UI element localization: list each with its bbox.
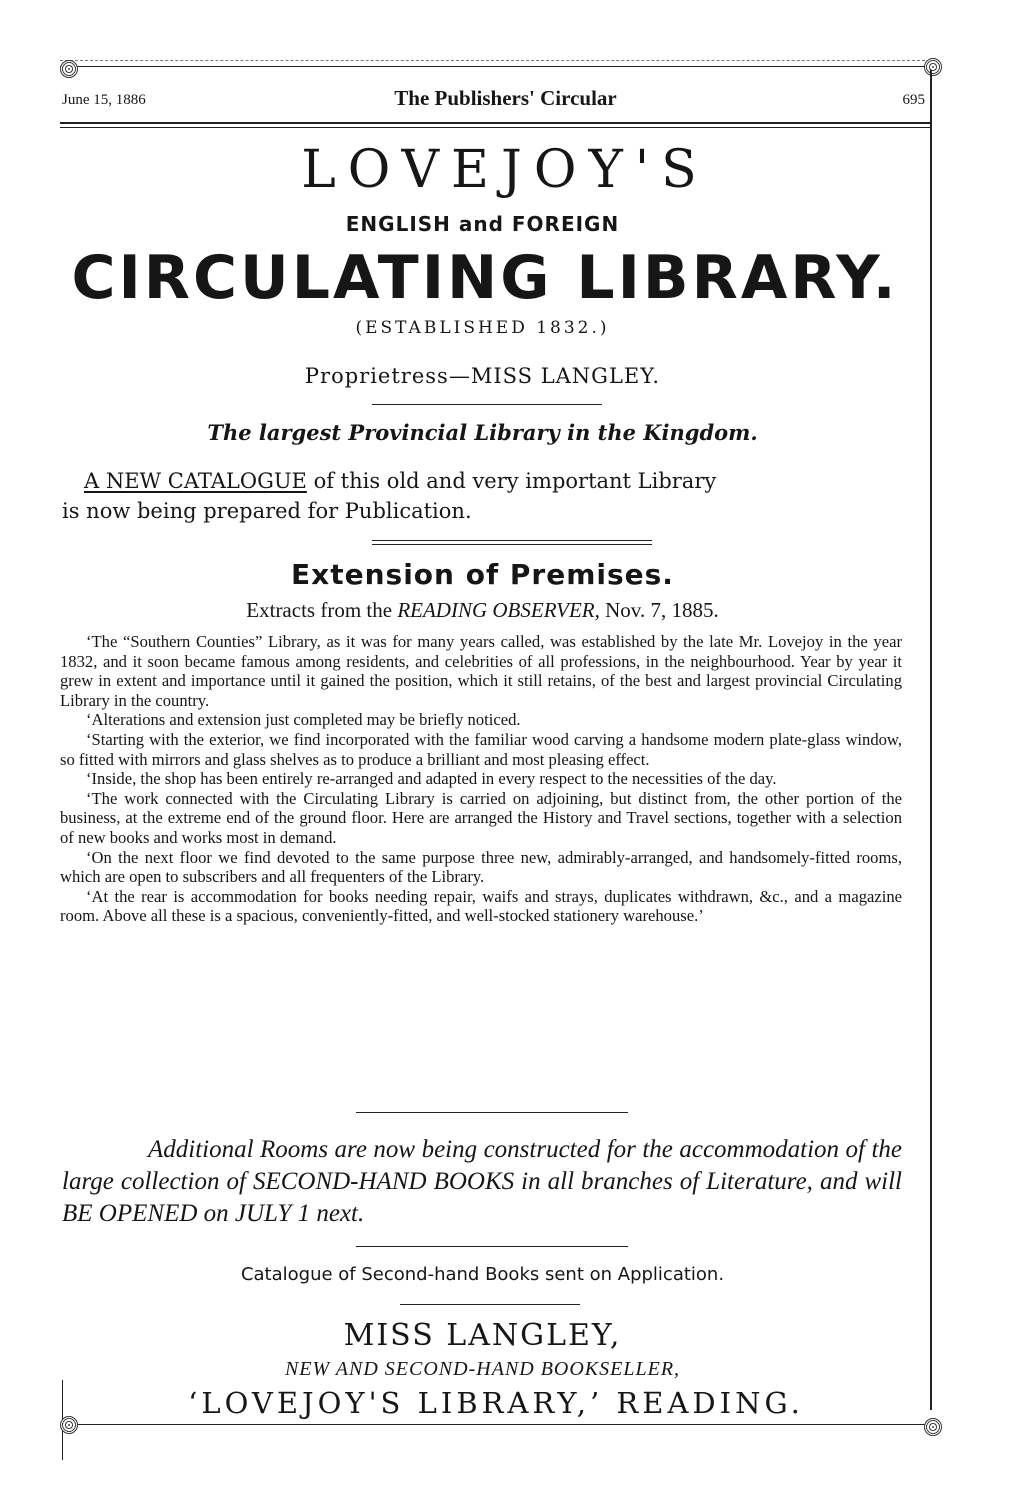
catalogue-notice [84,466,914,496]
extract-rule [356,1112,628,1113]
bottom-border-rule [62,1424,932,1425]
extension-source-name: READING OBSERVER, [397,598,600,622]
extract-paragraph: ‘Starting with the exterior, we find incorporated with the familiar wood carving a handsome modern plate-glass window, so fitted with mirrors and glass shelves as to produce a brilliant and most pleasing effect. [60,729,902,769]
catalogue-notice-line2: is now being prepared for Publication. [62,499,472,523]
extract-paragraph: ‘Inside, the shop has been entirely re-arranged and adapted in every respect to the necessities of the day. [86,769,777,789]
extract-paragraph: ‘At the rear is accommodation for books needing repair, waifs and strays, duplicates withdrawn, &c., and a magazine room. Above all these is a spacious, conveniently-fitted, and well-stocked stationery warehouse.’ [60,886,902,926]
additional-rooms-notice: Additional Rooms are now being constructed for the accommodation of the large collection of SECOND-HAND BOOKS in all branches of Literature, and will BE OPENED on JULY 1 next. [62,1136,902,1227]
top-dotted-border [60,60,930,62]
proprietress-rule [372,404,602,405]
proprietress-line: Proprietress—MISS LANGLEY. [304,364,661,388]
right-border-rule [930,70,932,1410]
catalogue-notice-lead: A NEW CATALOGUE [84,469,307,493]
extract-paragraph: ‘On the next floor we find devoted to the same purpose three new, admirably-arranged, and handsomely-fitted rooms, which are open to subscribers and all frequenters of the Library. [60,847,902,887]
additional-rule [356,1246,628,1247]
header-rule-thin [60,127,932,128]
extract-paragraph: ‘Alterations and extension just completed may be briefly noticed. [86,710,521,730]
established-line: (ESTABLISHED 1832.) [355,318,610,338]
extension-source-date: Nov. 7, 1885. [605,598,719,622]
extension-source-prefix: Extracts from the [246,598,393,622]
top-right-ornament [924,58,942,76]
masthead-subtitle: ENGLISH and FOREIGN [345,212,620,236]
catalogue-double-rule-2 [372,544,652,545]
extract-text [60,632,902,926]
top-border-rule [60,66,932,67]
footer-name: MISS LANGLEY, [343,1318,622,1353]
extension-heading: Extension of Premises. [291,558,674,591]
bottom-left-ornament [60,1416,78,1434]
header-rule [60,122,932,124]
catalogue-double-rule [372,540,652,541]
extract-paragraph: ‘The work connected with the Circulating Library is carried on adjoining, but distinct from, the other portion of the business, at the extreme end of the ground floor. Here are arranged the History and Travel sections, together with a selection of new books and works most in demand. [60,788,902,847]
header-journal: The Publishers' Circular [394,86,617,110]
catalogue-application: Catalogue of Second-hand Books sent on Application. [240,1264,725,1285]
top-left-ornament [60,60,78,78]
tagline: The largest Provincial Library in the Kingdom. [207,420,758,445]
extract-paragraph: ‘The “Southern Counties” Library, as it was for many years called, was established by the late Mr. Lovejoy in the year 1832, and it soon became famous among residents, and celebrities of all professions, in the neighbourhood. Year by year it grew in extent and importance until it gained the position, which it still retains, of the best and largest provincial Circulating Library in the country. [60,632,902,710]
bottom-right-ornament [924,1418,942,1436]
header-date: June 15, 1886 [62,92,146,108]
application-rule [400,1304,580,1305]
footer-role: NEW AND SECOND-HAND BOOKSELLER, [284,1358,681,1380]
masthead-title: CIRCULATING LIBRARY. [71,243,899,313]
catalogue-notice-rest: of this old and very important Library [313,469,717,493]
extension-source [60,598,905,623]
header-page-number: 695 [902,92,925,108]
library-name: LOVEJOY'S [301,140,709,200]
footer-address: ‘LOVEJOY'S LIBRARY,’ READING. [188,1386,804,1420]
